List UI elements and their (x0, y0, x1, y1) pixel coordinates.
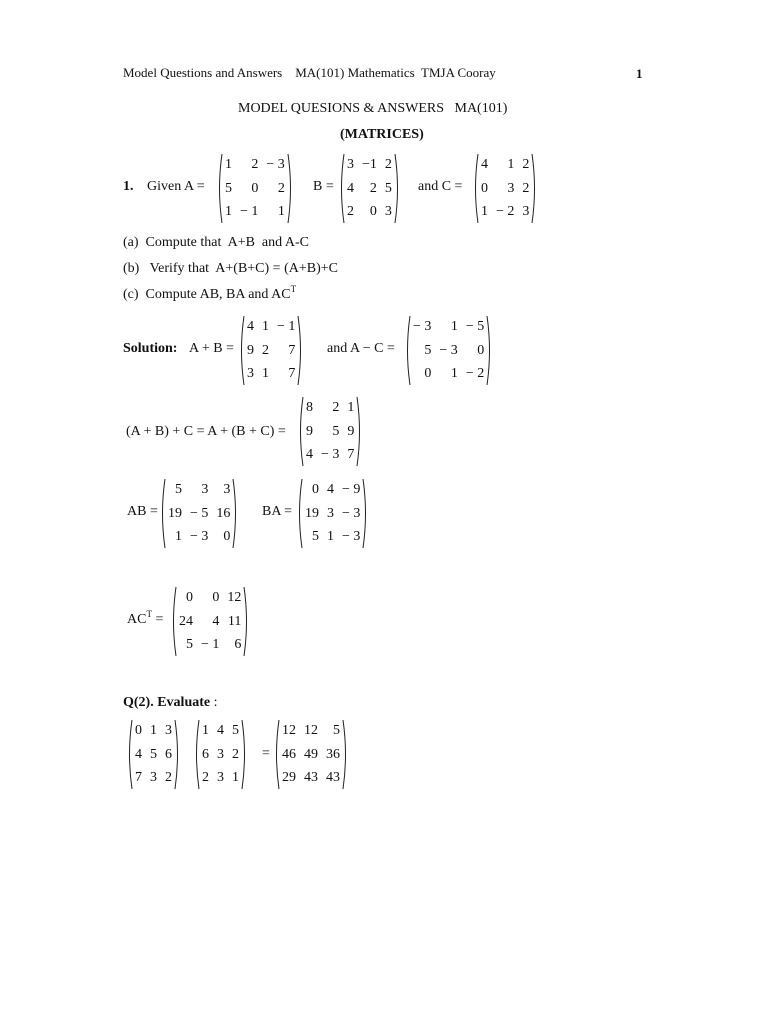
matrix-cell: 1 (262, 366, 269, 382)
matrix-cells (133, 719, 174, 790)
matrix-cell: 1 (507, 157, 515, 172)
matrix-cell: 0 (135, 723, 142, 738)
matrix-cell: 3 (223, 482, 231, 497)
matrix-cell: − 2 (496, 204, 515, 220)
matrix-cell: 4 (481, 157, 488, 172)
matrix-cell: 36 (326, 746, 340, 762)
part-b: (b) Verify that A+(B+C) = (A+B)+C (123, 261, 338, 276)
matrix-cell: 2 (232, 746, 239, 762)
matrix-cell: 0 (424, 366, 432, 382)
left-paren-icon (193, 719, 200, 790)
right-paren-icon (394, 153, 401, 224)
matrix-cell: − 9 (342, 482, 361, 497)
matrix-cell: 5 (150, 746, 157, 762)
matrix-cells (345, 153, 394, 224)
matrix-cell: 2 (165, 770, 172, 786)
right-paren-icon (297, 315, 304, 386)
matrix-q2-result (273, 719, 349, 790)
matrix-cell: 1 (327, 529, 334, 545)
left-paren-icon (472, 153, 479, 224)
matrix-cell: 9 (306, 423, 313, 439)
matrix-cells (177, 586, 243, 657)
matrix-cell: 5 (186, 637, 193, 653)
a-minus-c-label: and A − C = (327, 341, 395, 356)
act-transpose-superscript: T (146, 609, 152, 619)
matrix-cell: 1 (150, 723, 157, 738)
matrix-cell: − 1 (240, 204, 259, 220)
matrix-cell: 24 (179, 613, 193, 629)
matrix-cell: 0 (312, 482, 319, 497)
matrix-a (216, 153, 294, 224)
matrix-cell: 12 (227, 590, 242, 605)
matrix-cell: − 5 (190, 505, 209, 521)
matrix-cell: 43 (326, 770, 340, 786)
matrix-cells (280, 719, 342, 790)
right-paren-icon (362, 478, 369, 549)
matrix-cell: 3 (165, 723, 172, 738)
matrix-cells (411, 315, 486, 386)
matrix-cell: 4 (247, 319, 254, 334)
running-header: Model Questions and Answers MA(101) Mathematics TMJA Cooray (123, 65, 496, 80)
matrix-cell: 5 (384, 180, 392, 196)
matrix-cell: 0 (481, 180, 488, 196)
matrix-cell: 49 (304, 746, 318, 762)
matrix-b (338, 153, 401, 224)
ba-label: BA = (262, 504, 293, 519)
matrix-cell: 3 (384, 204, 392, 220)
matrix-cell: − 3 (266, 157, 285, 172)
matrix-cell: 3 (217, 770, 224, 786)
matrix-cell: 6 (202, 746, 209, 762)
question-1-number: 1. (123, 179, 134, 194)
matrix-cell: 8 (306, 400, 313, 415)
matrix-cell: 4 (212, 613, 220, 629)
right-paren-icon (287, 153, 294, 224)
solution-label: Solution: (123, 341, 178, 356)
left-paren-icon (404, 315, 411, 386)
matrix-cell: 5 (332, 423, 340, 439)
matrix-cell: 5 (333, 723, 340, 738)
matrix-cell: 0 (477, 342, 485, 358)
matrix-cell: 2 (262, 342, 269, 358)
left-paren-icon (297, 396, 304, 467)
matrix-cell: 4 (135, 746, 142, 762)
matrix-cell: 3 (201, 482, 209, 497)
matrix-cell: 0 (369, 204, 377, 220)
part-a: (a) Compute that A+B and A-C (123, 235, 309, 250)
matrix-cell: − 3 (342, 505, 361, 521)
matrix-cell: − 2 (465, 366, 485, 382)
matrix-cell: − 3 (321, 447, 340, 463)
matrix-cell: 5 (225, 180, 232, 196)
matrix-associativity (297, 396, 363, 467)
matrix-cell: 0 (251, 180, 259, 196)
matrix-cell: 2 (202, 770, 209, 786)
matrix-cell: 1 (232, 770, 239, 786)
matrix-cell: 12 (304, 723, 318, 738)
matrix-cell: 5 (424, 342, 432, 358)
q2-equals: = (262, 746, 270, 761)
matrix-cell: 3 (217, 746, 224, 762)
matrix-cells (223, 153, 287, 224)
matrix-cell: 1 (450, 319, 458, 334)
matrix-cell: 7 (347, 447, 355, 463)
matrix-a-plus-b (238, 315, 304, 386)
matrix-cell: 1 (175, 529, 182, 545)
matrix-cell: 1 (202, 723, 209, 738)
left-paren-icon (216, 153, 223, 224)
page-title: MODEL QUESIONS & ANSWERS MA(101) (238, 101, 508, 116)
matrix-cell: 1 (225, 157, 232, 172)
matrix-cell: − 3 (342, 529, 361, 545)
matrix-cell: 2 (369, 180, 377, 196)
matrix-cell: 9 (347, 423, 355, 439)
matrix-cell: 2 (522, 157, 530, 172)
matrix-cell: 3 (522, 204, 530, 220)
ab-label: AB = (127, 504, 158, 519)
matrix-cell: 1 (262, 319, 269, 334)
matrix-cell: 16 (216, 505, 231, 521)
matrix-cell: 4 (327, 482, 334, 497)
right-paren-icon (232, 478, 239, 549)
matrix-ab (159, 478, 239, 549)
matrix-cell: 6 (165, 746, 172, 762)
matrix-q2-right (193, 719, 248, 790)
right-paren-icon (342, 719, 349, 790)
part-c: (c) Compute AB, BA and $AC^T$ (123, 284, 297, 302)
matrix-cell: 5 (175, 482, 182, 497)
matrix-cell: − 3 (190, 529, 209, 545)
left-paren-icon (273, 719, 280, 790)
matrix-cell: 5 (232, 723, 239, 738)
right-paren-icon (531, 153, 538, 224)
left-paren-icon (170, 586, 177, 657)
matrix-act (170, 586, 250, 657)
left-paren-icon (159, 478, 166, 549)
right-paren-icon (486, 315, 493, 386)
matrix-cell: − 5 (465, 319, 485, 334)
matrix-cell: 29 (282, 770, 296, 786)
matrix-cell: 12 (282, 723, 296, 738)
matrix-cell: 1 (347, 400, 355, 415)
transpose-superscript: T (290, 284, 297, 294)
matrix-cell: 2 (277, 180, 285, 196)
matrix-cell: 7 (288, 342, 296, 358)
b-label: B = (313, 179, 334, 194)
matrix-cell: 2 (347, 204, 354, 220)
matrix-cells (245, 315, 297, 386)
matrix-cell: − 1 (277, 319, 296, 334)
c-label: and C = (418, 179, 463, 194)
right-paren-icon (356, 396, 363, 467)
left-paren-icon (296, 478, 303, 549)
matrix-cell: 0 (212, 590, 220, 605)
act-label: $AC^T$ = (127, 609, 164, 627)
matrix-cell: 11 (227, 613, 242, 629)
matrix-cells (303, 478, 362, 549)
matrix-cell: 3 (507, 180, 515, 196)
matrix-cell: 4 (347, 180, 354, 196)
right-paren-icon (243, 586, 250, 657)
matrix-cell: 3 (347, 157, 354, 172)
matrix-cell: 1 (481, 204, 488, 220)
matrix-cell: − 1 (201, 637, 220, 653)
associativity-label: (A + B) + C = A + (B + C) = (126, 424, 286, 439)
left-paren-icon (238, 315, 245, 386)
matrix-cell: 2 (384, 157, 392, 172)
page-subtitle: (MATRICES) (340, 127, 424, 142)
matrix-cell: − 3 (439, 342, 458, 358)
matrix-cell: 43 (304, 770, 318, 786)
matrix-cell: 19 (305, 505, 319, 521)
question-2-label: Q(2). Evaluate : (123, 695, 218, 710)
matrix-cell: 4 (217, 723, 224, 738)
matrix-cell: −1 (362, 157, 377, 172)
page-number: 1 (636, 66, 643, 81)
matrix-cell: 9 (247, 342, 254, 358)
matrix-cell: 0 (223, 529, 231, 545)
matrix-c (472, 153, 538, 224)
matrix-cells (200, 719, 241, 790)
matrix-cell: 7 (288, 366, 296, 382)
matrix-cell: 3 (247, 366, 254, 382)
matrix-cell: 0 (186, 590, 193, 605)
matrix-cell: 3 (150, 770, 157, 786)
matrix-cell: 2 (332, 400, 340, 415)
matrix-cell: 1 (450, 366, 458, 382)
matrix-cell: 7 (135, 770, 142, 786)
right-paren-icon (241, 719, 248, 790)
matrix-ba (296, 478, 369, 549)
matrix-cell: 5 (312, 529, 319, 545)
left-paren-icon (338, 153, 345, 224)
matrix-cell: 2 (522, 180, 530, 196)
matrix-cells (479, 153, 531, 224)
left-paren-icon (126, 719, 133, 790)
matrix-cell: 3 (327, 505, 334, 521)
matrix-cell: 46 (282, 746, 296, 762)
matrix-cell: − 3 (413, 319, 432, 334)
matrix-cell: 4 (306, 447, 313, 463)
matrix-cell: 19 (168, 505, 182, 521)
matrix-cell: 2 (251, 157, 259, 172)
given-a-label: Given A = (147, 179, 205, 194)
matrix-cell: 1 (225, 204, 232, 220)
matrix-cell: 1 (277, 204, 285, 220)
matrix-q2-left (126, 719, 181, 790)
matrix-cell: 6 (234, 637, 242, 653)
right-paren-icon (174, 719, 181, 790)
matrix-a-minus-c (404, 315, 493, 386)
matrix-cells (166, 478, 232, 549)
matrix-cells (304, 396, 356, 467)
a-plus-b-label: A + B = (189, 341, 234, 356)
